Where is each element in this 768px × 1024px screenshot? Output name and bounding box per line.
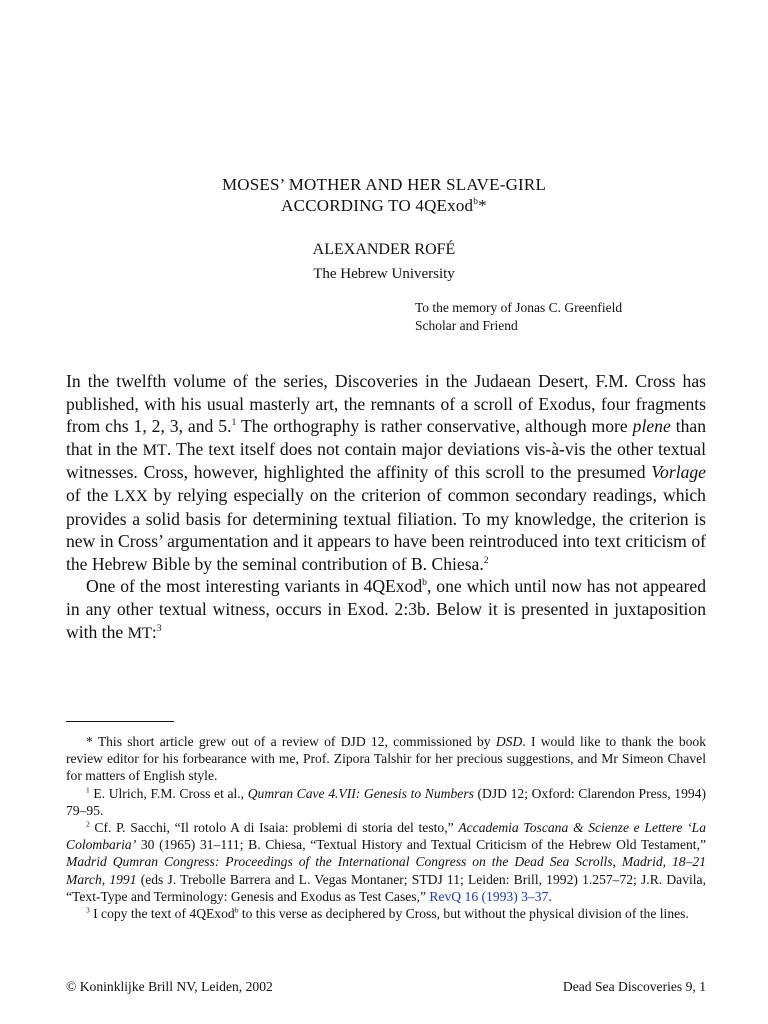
italic-term: Vorlage	[651, 462, 706, 483]
text-run: The orthography is rather conservative, although more	[236, 416, 633, 437]
dedication-line-2: Scholar and Friend	[415, 318, 518, 333]
footnote-ref-3[interactable]: 3	[156, 622, 162, 634]
revq-link[interactable]: RevQ 16 (1993) 3–37	[429, 888, 549, 904]
text-run: 30 (1965) 31–111; B. Chiesa, “Textual History and Textual Criticism of the Hebrew Old Testament,”	[136, 837, 706, 853]
abbrev-mt: MT	[142, 440, 167, 459]
footnote-ref-1[interactable]: 1	[231, 416, 237, 428]
text-run: In the twelfth volume of the series, Discoveries in the Judaean Desert, F.M. Cross has published, with his usual masterly art, the remnants of a scroll of Exodus, four fragments from chs 1, 2, 3, and 5.	[66, 371, 706, 437]
text-run: by relying especially on the criterion of common secondary readings, which provides a solid basis for determining textual filiation. To my knowledge, the criterion is new in Cross’ argumentation and it appears to have been reintroduced into text criticism of the Hebrew Bible by the seminal contribution of B. Chiesa.	[66, 484, 706, 574]
footnote-divider	[66, 721, 174, 722]
abbrev-mt: MT	[127, 623, 152, 642]
text-run: :	[151, 621, 157, 642]
text-run: E. Ulrich, F.M. Cross et al.,	[89, 785, 248, 801]
footnote-mark: 1	[86, 785, 90, 794]
article-title	[0, 174, 768, 216]
copyright: © Koninklijke Brill NV, Leiden, 2002	[66, 979, 273, 994]
text-run: than that in the	[66, 416, 706, 459]
footnote-ref-2[interactable]: 2	[483, 554, 489, 566]
footnote-mark: 2	[86, 819, 90, 829]
title-line-2-text: ACCORDING TO 4QExod	[281, 196, 474, 215]
text-run: of the	[66, 484, 115, 505]
italic-term: plene	[632, 416, 671, 437]
italic-title: Madrid Qumran Congress: Proceedings of the International Congress on the Dead Sea Scrolls, Madrid, 18–21 March, 1991	[66, 854, 706, 887]
text-run: (DJD 12; Oxford: Clarendon Press, 1994) 79–95.	[66, 785, 706, 818]
text-run: to this verse as deciphered by Cross, but without the physical division of the lines.	[238, 906, 689, 922]
text-run: . I would like to thank the book review editor for his forbearance with me, Prof. Zipora Talshir for her precious suggestions, and Mr Simeon Chavel for matters of English style.	[66, 734, 707, 784]
text-run: Cf. P. Sacchi, “Il rotolo A di Isaia: problemi di storia del testo,”	[89, 820, 459, 836]
italic-title: Accademia Toscana & Scienze e Lettere ‘La Colombaria’	[66, 820, 706, 853]
footnote-1	[66, 785, 706, 819]
abbrev-lxx: LXX	[114, 486, 148, 505]
italic-term: DSD	[495, 734, 523, 749]
text-run: * This short article grew out of a review of DJD 12, commissioned by	[86, 734, 496, 749]
text-run: (eds J. Trebolle Barrera and L. Vegas Montaner; STDJ 11; Leiden: Brill, 1992) 1.257–72; J.R. Davila, “Text-Type and Terminology: Genesis and Exodus as Test Cases,”	[66, 871, 706, 904]
author-block	[0, 238, 768, 286]
text-run: One of the most interesting variants in 4QExod	[86, 576, 423, 597]
superscript-b: b	[234, 905, 239, 915]
page-footer	[66, 978, 706, 996]
body-text	[66, 370, 706, 644]
text-run: , one which until now has not appeared in any other textual witness, occurs in Exod. 2:3b. Below it is presented in juxtaposition with the	[66, 576, 706, 642]
text-run: I copy the text of 4QExod	[89, 906, 235, 922]
footnote-mark: 3	[86, 905, 90, 915]
title-line-2	[0, 195, 768, 216]
footnote-2	[66, 819, 706, 905]
dedication-line-1: To the memory of Jonas C. Greenfield	[415, 300, 623, 315]
author-name: ALEXANDER ROFÉ	[312, 241, 456, 258]
title-line-1: MOSES’ MOTHER AND HER SLAVE-GIRL	[221, 175, 547, 194]
dedication	[415, 299, 622, 335]
title-superscript: b	[473, 197, 479, 207]
superscript-b: b	[422, 577, 428, 589]
footnote-star	[66, 733, 706, 785]
title-footnote-mark: *	[478, 196, 487, 215]
text-run: . The text itself does not contain major deviations vis-à-vis the other textual witnesses. Cross, however, highlighted the affinity of this scroll to the presumed	[66, 438, 706, 483]
footnotes	[66, 733, 706, 922]
paragraph-2	[66, 575, 706, 644]
italic-title: Qumran Cave 4.VII: Genesis to Numbers	[247, 785, 474, 801]
journal-citation: Dead Sea Discoveries 9, 1	[562, 979, 706, 994]
text-run: .	[548, 888, 552, 904]
paragraph-1	[66, 370, 706, 575]
footnote-3	[66, 905, 706, 922]
author-affiliation: The Hebrew University	[313, 266, 455, 282]
